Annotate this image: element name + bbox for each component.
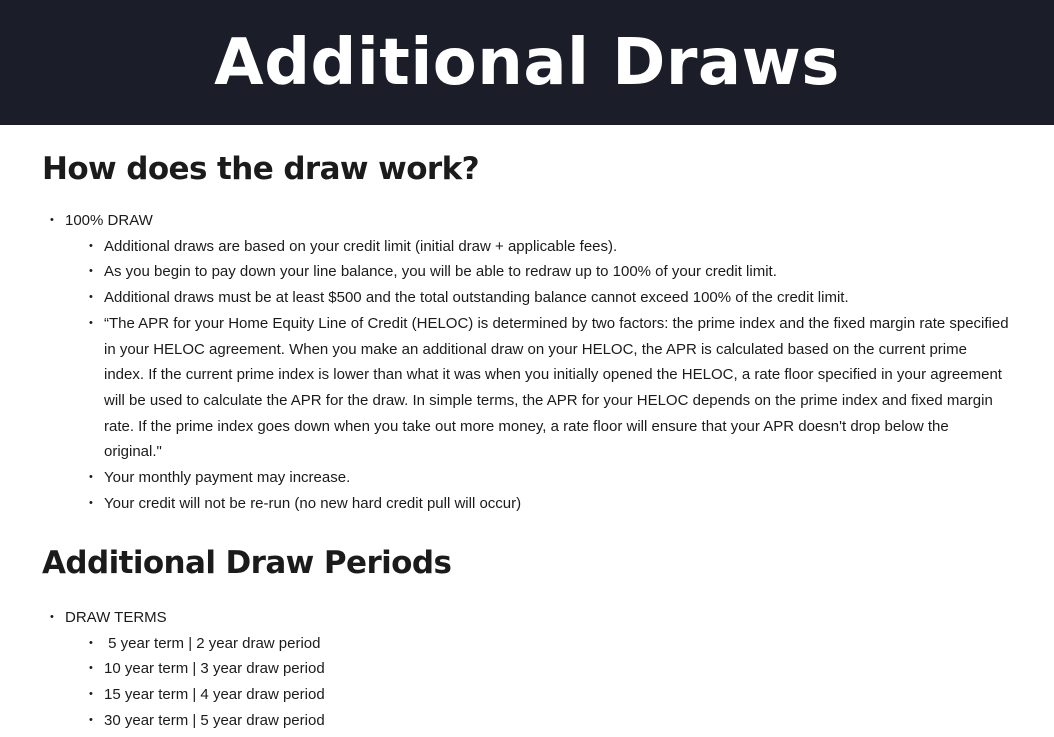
list-item: • Your monthly payment may increase. xyxy=(89,465,1010,491)
list-item: • As you begin to pay down your line balance, you will be able to redraw up to 100% of your credit limit. xyxy=(89,259,1010,285)
list-item: • 15 year term | 4 year draw period xyxy=(89,682,1010,708)
list-item: • Your credit will not be re-run (no new hard credit pull will occur) xyxy=(89,491,1010,517)
list-item-draw-terms xyxy=(50,605,1010,734)
page-title: Additional Draws xyxy=(214,25,840,100)
title-banner xyxy=(0,0,1054,125)
draw-info-list xyxy=(50,208,1010,516)
draw-periods-list xyxy=(50,605,1010,734)
list-item: • 5 year term | 2 year draw period xyxy=(89,631,1010,657)
list-item: • Additional draws are based on your credit limit (initial draw + applicable fees). xyxy=(89,234,1010,260)
section-heading-draw-works: How does the draw work? xyxy=(42,151,479,187)
list-item: • 30 year term | 5 year draw period xyxy=(89,708,1010,734)
list-item: • “The APR for your Home Equity Line of Credit (HELOC) is determined by two factors: the prime index and the fixed margin rate specified in your HELOC agreement. When you make an additional draw on your HELOC, the APR is calculated based on the current prime index. If the current prime index is lower than what it was when you initially opened the HELOC, a rate floor specified in your agreement will be used to calculate the APR for the draw. In simple terms, the APR for your HELOC depends on the prime index and fixed margin rate. If the prime index goes down when you take out more money, a rate floor will ensure that your APR doesn't drop below the original." xyxy=(89,311,1010,465)
list-item: • 10 year term | 3 year draw period xyxy=(89,656,1010,682)
list-item-label: 100% DRAW xyxy=(65,212,153,229)
list-item: • Additional draws must be at least $500 and the total outstanding balance cannot exceed 100% of the credit limit. xyxy=(89,285,1010,311)
draw-terms-list xyxy=(89,631,1010,734)
list-item-100-draw xyxy=(50,208,1010,516)
section-heading-draw-periods: Additional Draw Periods xyxy=(42,545,452,581)
draw-details-list xyxy=(89,234,1010,517)
list-item-label: DRAW TERMS xyxy=(65,609,167,626)
